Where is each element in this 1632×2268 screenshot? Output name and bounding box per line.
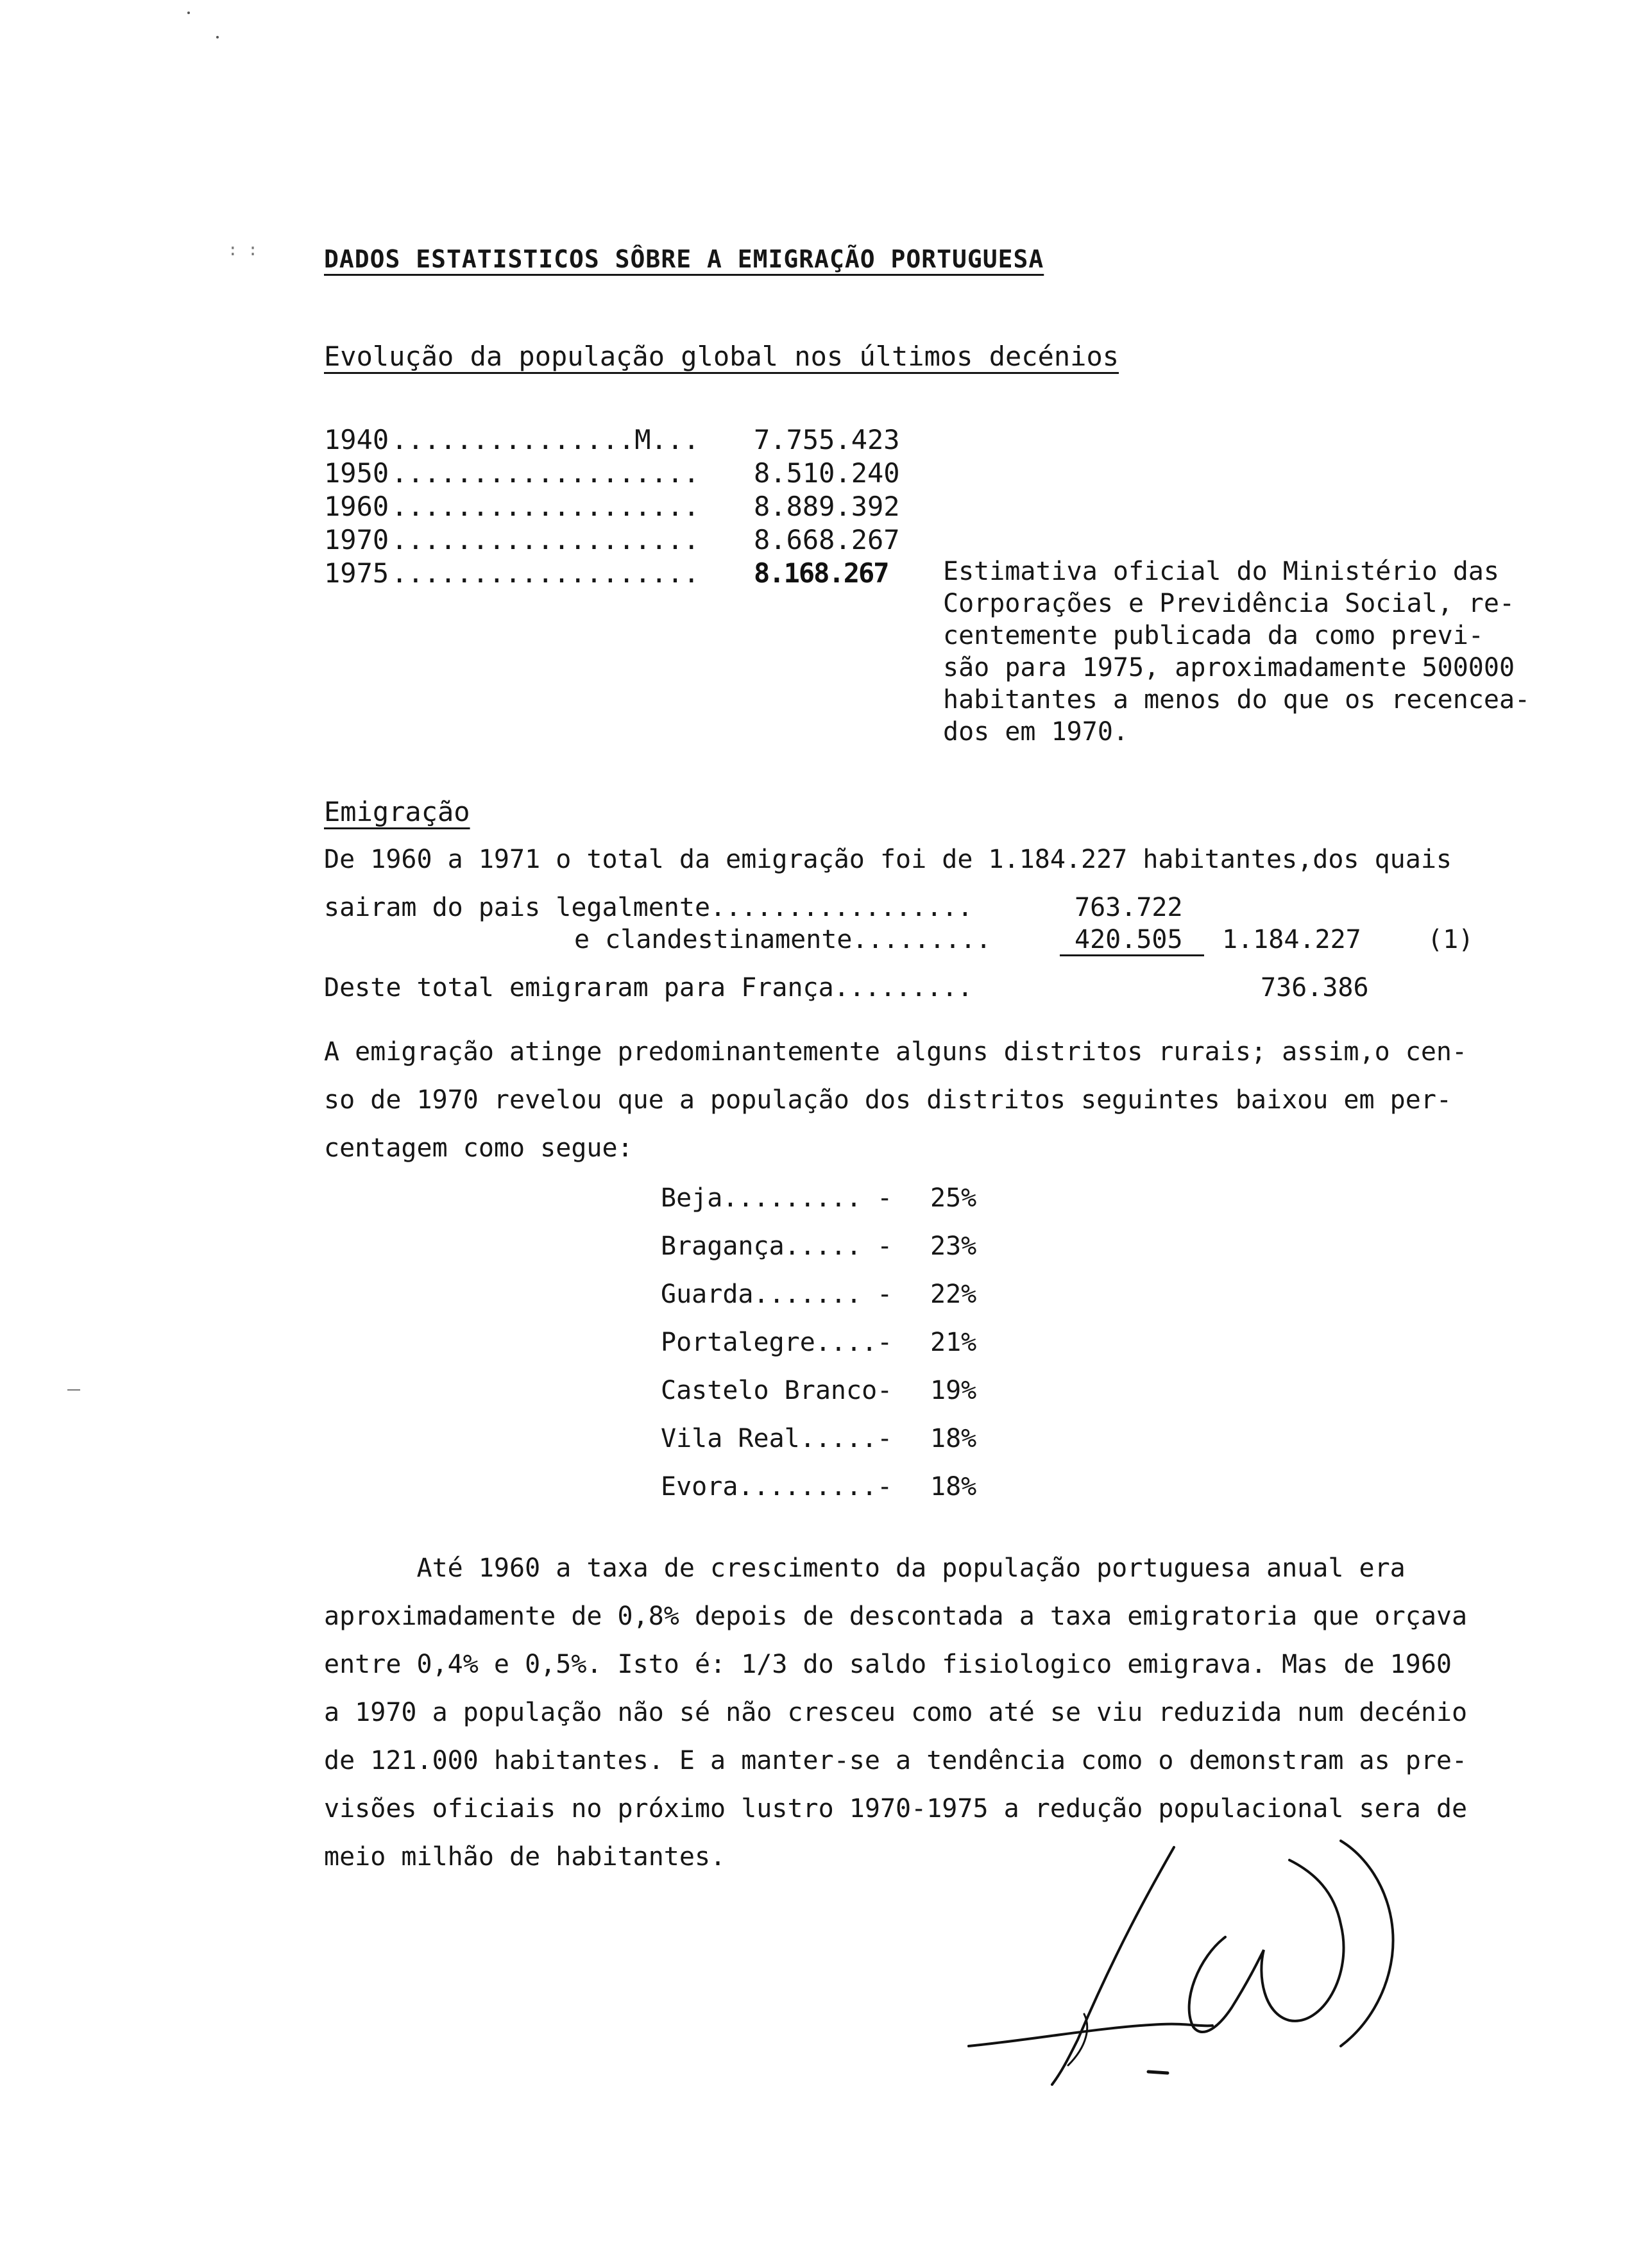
- legal-value: 763.722: [1075, 893, 1183, 922]
- leader-dots: ...............M...: [391, 424, 700, 455]
- note-line: Corporações e Previdência Social, re-: [943, 589, 1515, 618]
- legal-label: sairam do pais legalmente.................: [324, 893, 973, 922]
- emigration-intro: De 1960 a 1971 o total da emigração foi de 1.184.227 habitantes,dos quais: [324, 845, 1452, 874]
- districts-intro-line: A emigração atinge predominantemente alguns distritos rurais; assim,o cen-: [324, 1037, 1468, 1067]
- note-line: Estimativa oficial do Ministério das: [943, 557, 1499, 586]
- population-value: 8.668.267: [754, 524, 900, 555]
- struck-out-value: 8.168.267: [754, 557, 888, 589]
- year-cell: 1960: [324, 491, 389, 522]
- speck: [187, 12, 190, 14]
- district-percentage: 23%: [930, 1231, 977, 1261]
- district-name: Castelo Branco-: [661, 1376, 893, 1405]
- year-cell: 1950: [324, 457, 389, 489]
- section-heading-population: Evolução da população global nos últimos decénios: [324, 341, 1119, 372]
- population-value: 8.889.392: [754, 491, 900, 522]
- district-percentage: 19%: [930, 1376, 977, 1405]
- district-name: Vila Real.....-: [661, 1424, 893, 1453]
- districts-intro-line: centagem como segue:: [324, 1133, 633, 1163]
- paragraph-line: Até 1960 a taxa de crescimento da população portuguesa anual era: [324, 1553, 1406, 1583]
- france-value: 736.386: [1261, 973, 1369, 1003]
- paragraph-line: aproximadamente de 0,8% depois de descontada a taxa emigratoria que orçava: [324, 1602, 1468, 1631]
- sum-underline: [1060, 954, 1204, 956]
- speck: [216, 36, 219, 38]
- section-heading-emigration: Emigração: [324, 796, 470, 827]
- paragraph-line: a 1970 a população não sé não cresceu como até se viu reduzida num decénio: [324, 1698, 1468, 1727]
- paragraph-line: visões oficiais no próximo lustro 1970-1975 a redução populacional sera de: [324, 1794, 1468, 1824]
- district-percentage: 18%: [930, 1424, 977, 1453]
- district-percentage: 21%: [930, 1328, 977, 1357]
- district-name: Bragança..... -: [661, 1231, 893, 1261]
- leader-dots: ...................: [391, 457, 700, 489]
- year-cell: 1940: [324, 424, 389, 455]
- population-value: 7.755.423: [754, 424, 900, 455]
- leader-dots: ...................: [391, 491, 700, 522]
- district-name: Guarda....... -: [661, 1280, 893, 1309]
- district-percentage: 22%: [930, 1280, 977, 1309]
- note-line: dos em 1970.: [943, 717, 1128, 747]
- population-value: 8.510.240: [754, 457, 900, 489]
- note-line: centemente publicada da como previ-: [943, 621, 1484, 650]
- footnote-marker: (1): [1427, 925, 1474, 954]
- handwritten-signature: [956, 1834, 1418, 2104]
- district-name: Evora.........-: [661, 1472, 893, 1502]
- paragraph-line: entre 0,4% e 0,5%. Isto é: 1/3 do saldo fisiologico emigrava. Mas de 1960: [324, 1650, 1452, 1679]
- note-line: habitantes a menos do que os recencea-: [943, 685, 1531, 715]
- paragraph-line: meio milhão de habitantes.: [324, 1842, 726, 1872]
- clandestine-label: e clandestinamente.........: [574, 925, 992, 954]
- district-percentage: 18%: [930, 1472, 977, 1502]
- leader-dots: ...................: [391, 524, 700, 555]
- document-title: DADOS ESTATISTICOS SÔBRE A EMIGRAÇÃO PORTUGUESA: [324, 245, 1044, 273]
- margin-mark: : :: [228, 241, 258, 260]
- emigration-total: 1.184.227: [1222, 925, 1361, 954]
- note-line: são para 1975, aproximadamente 500000: [943, 653, 1515, 682]
- clandestine-value: 420.505: [1075, 925, 1183, 954]
- year-cell: 1975: [324, 557, 389, 589]
- district-name: Portalegre....-: [661, 1328, 893, 1357]
- district-percentage: 25%: [930, 1183, 977, 1213]
- year-cell: 1970: [324, 524, 389, 555]
- district-name: Beja......... -: [661, 1183, 893, 1213]
- leader-dots: ...................: [391, 557, 700, 589]
- paragraph-line: de 121.000 habitantes. E a manter-se a tendência como o demonstram as pre-: [324, 1746, 1468, 1775]
- margin-dash: [67, 1389, 80, 1391]
- districts-intro-line: so de 1970 revelou que a população dos distritos seguintes baixou em per-: [324, 1085, 1452, 1115]
- france-label: Deste total emigraram para França.........: [324, 973, 973, 1003]
